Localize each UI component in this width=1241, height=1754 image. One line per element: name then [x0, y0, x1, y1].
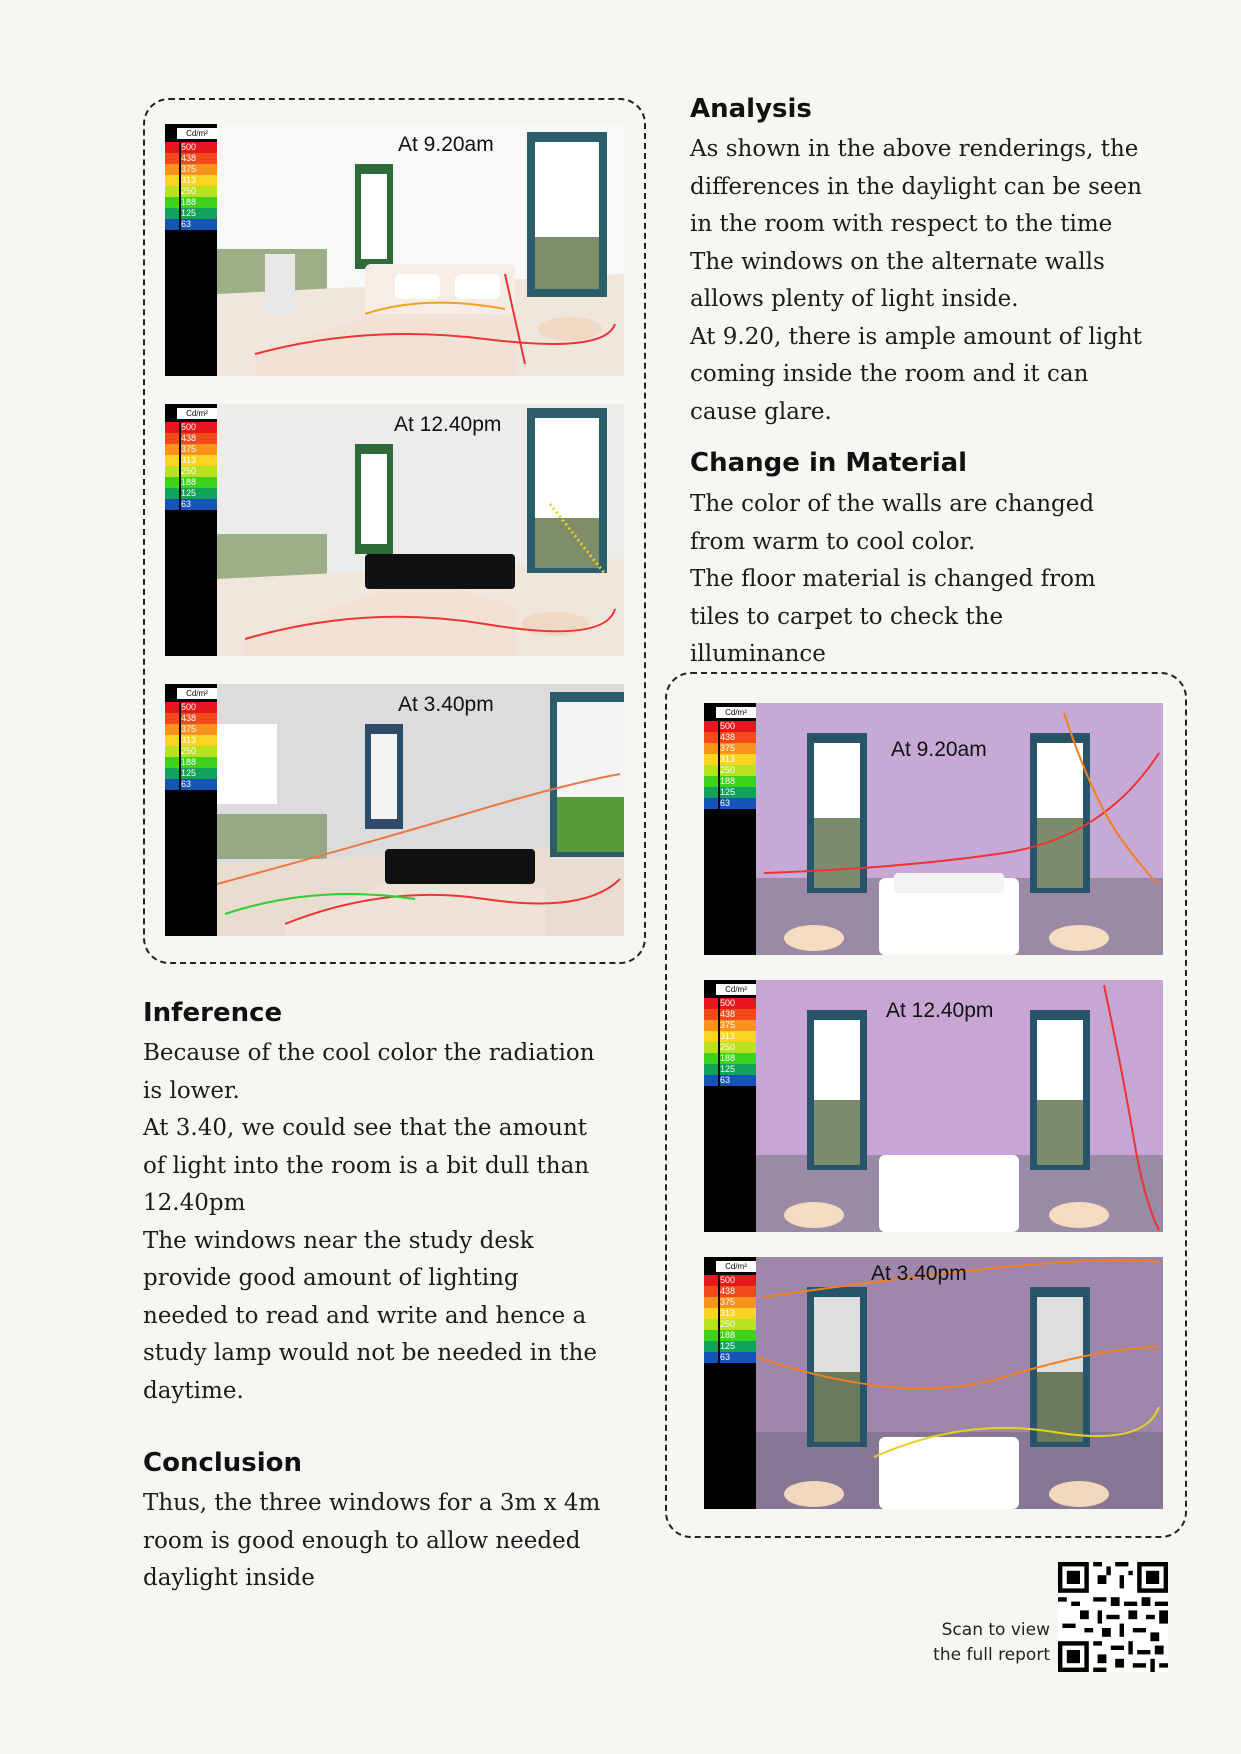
- legend-level: [704, 1308, 756, 1319]
- legend-level: [704, 1275, 756, 1286]
- legend-swatch: [704, 1009, 718, 1020]
- legend-swatch: [704, 721, 718, 732]
- legend-level: [165, 433, 217, 444]
- legend-swatch: [165, 444, 179, 455]
- legend-level: [165, 466, 217, 477]
- legend-value: 188: [181, 197, 217, 208]
- legend-value: 313: [181, 735, 217, 746]
- legend-swatch: [704, 1275, 718, 1286]
- luminance-legend: [704, 980, 756, 1232]
- legend-value: 250: [720, 1319, 756, 1330]
- text-line: cause glare.: [690, 398, 832, 425]
- legend-value: 375: [181, 444, 217, 455]
- legend-level: [165, 164, 217, 175]
- text-line: needed to read and write and hence a: [143, 1302, 587, 1329]
- legend-swatch: [165, 208, 179, 219]
- bedroom-render-image: [165, 124, 624, 376]
- luminance-legend: [165, 684, 217, 936]
- legend-swatch: [704, 1341, 718, 1352]
- render-cool-0920: [704, 703, 1163, 955]
- legend-value: 63: [181, 499, 217, 510]
- legend-value: 438: [720, 1009, 756, 1020]
- legend-level: [165, 153, 217, 164]
- legend-value: 250: [720, 765, 756, 776]
- legend-level: [165, 746, 217, 757]
- text-line: study lamp would not be needed in the: [143, 1340, 597, 1366]
- legend-value: 63: [181, 219, 217, 230]
- render-cool-0340: [704, 1257, 1163, 1509]
- legend-swatch: [165, 735, 179, 746]
- analysis-heading: Analysis: [690, 94, 812, 124]
- legend-swatch: [165, 702, 179, 713]
- legend-level: [704, 1286, 756, 1297]
- render-warm-1240: [165, 404, 624, 656]
- render-cool-1240: [704, 980, 1163, 1232]
- legend-value: 188: [720, 1330, 756, 1341]
- legend-level: [165, 422, 217, 433]
- legend-level: [165, 768, 217, 779]
- text-line: Thus, the three windows for a 3m x 4m: [143, 1490, 601, 1516]
- text-line: Because of the cool color the radiation: [143, 1040, 595, 1066]
- legend-level: [165, 477, 217, 488]
- legend-level: [165, 488, 217, 499]
- legend-swatch: [704, 1286, 718, 1297]
- legend-level: [165, 779, 217, 790]
- text-line: The windows on the alternate walls: [690, 248, 1105, 275]
- legend-swatch: [704, 776, 718, 787]
- legend-value: 125: [181, 488, 217, 499]
- legend-value: 63: [720, 1352, 756, 1363]
- text-line: daytime.: [143, 1377, 244, 1404]
- legend-swatch: [165, 724, 179, 735]
- legend-swatch: [165, 768, 179, 779]
- legend-value: 438: [181, 713, 217, 724]
- legend-value: 500: [720, 998, 756, 1009]
- legend-level: [704, 798, 756, 809]
- legend-swatch: [704, 998, 718, 1009]
- legend-swatch: [704, 1031, 718, 1042]
- text-line: At 9.20, there is ample amount of light: [690, 323, 1142, 350]
- inference-text: [143, 1035, 597, 1410]
- legend-level: [165, 713, 217, 724]
- legend-value: 125: [181, 208, 217, 219]
- qr-caption: [880, 1618, 1050, 1668]
- bedroom-render-image: [165, 404, 624, 656]
- legend-value: 375: [181, 724, 217, 735]
- legend-swatch: [704, 754, 718, 765]
- legend-level: [165, 455, 217, 466]
- legend-value: 63: [720, 1075, 756, 1086]
- text-line: illuminance: [690, 641, 826, 667]
- legend-value: 63: [720, 798, 756, 809]
- legend-value: 188: [181, 757, 217, 768]
- legend-unit: Cd/m²: [177, 688, 217, 699]
- legend-swatch: [165, 153, 179, 164]
- text-line: The floor material is changed from: [690, 566, 1096, 592]
- legend-level: [704, 1352, 756, 1363]
- render-time-label: At 9.20am: [891, 738, 987, 761]
- legend-swatch: [704, 1042, 718, 1053]
- legend-level: [704, 732, 756, 743]
- legend-level: [165, 142, 217, 153]
- legend-swatch: [704, 1020, 718, 1031]
- legend-level: [704, 998, 756, 1009]
- legend-unit: Cd/m²: [177, 408, 217, 419]
- legend-level: [704, 754, 756, 765]
- legend-swatch: [165, 757, 179, 768]
- change-material-text: [690, 486, 1096, 674]
- legend-swatch: [704, 798, 718, 809]
- legend-level: [704, 1075, 756, 1086]
- legend-swatch: [704, 1064, 718, 1075]
- legend-value: 500: [720, 1275, 756, 1286]
- text-line: provide good amount of lighting: [143, 1265, 519, 1291]
- legend-value: 375: [720, 1020, 756, 1031]
- legend-unit: Cd/m²: [716, 707, 756, 718]
- legend-swatch: [704, 765, 718, 776]
- legend-value: 438: [720, 1286, 756, 1297]
- legend-value: 313: [181, 455, 217, 466]
- legend-swatch: [704, 1330, 718, 1341]
- analysis-text: [690, 131, 1142, 431]
- legend-value: 500: [720, 721, 756, 732]
- legend-level: [165, 197, 217, 208]
- legend-level: [704, 721, 756, 732]
- legend-swatch: [704, 743, 718, 754]
- legend-level: [704, 1064, 756, 1075]
- legend-swatch: [165, 466, 179, 477]
- legend-value: 313: [720, 1031, 756, 1042]
- legend-swatch: [165, 219, 179, 230]
- bedroom-render-image: [704, 1257, 1163, 1509]
- text-line: The color of the walls are changed: [690, 491, 1095, 517]
- legend-level: [165, 735, 217, 746]
- qr-caption-line: Scan to view: [941, 1620, 1050, 1640]
- legend-value: 438: [181, 433, 217, 444]
- text-line: of light into the room is a bit dull than: [143, 1152, 590, 1179]
- render-time-label: At 9.20am: [398, 133, 494, 156]
- text-line: The windows near the study desk: [143, 1227, 534, 1254]
- legend-swatch: [165, 499, 179, 510]
- legend-value: 125: [181, 768, 217, 779]
- legend-value: 250: [720, 1042, 756, 1053]
- legend-value: 188: [181, 477, 217, 488]
- qr-caption-line: the full report: [933, 1645, 1050, 1665]
- legend-swatch: [165, 455, 179, 466]
- conclusion-heading: Conclusion: [143, 1448, 303, 1478]
- legend-value: 438: [720, 732, 756, 743]
- legend-level: [704, 743, 756, 754]
- legend-swatch: [704, 1308, 718, 1319]
- legend-value: 313: [181, 175, 217, 186]
- legend-level: [704, 1319, 756, 1330]
- legend-value: 375: [720, 1297, 756, 1308]
- legend-value: 313: [720, 1308, 756, 1319]
- legend-level: [165, 702, 217, 713]
- legend-swatch: [165, 779, 179, 790]
- legend-level: [704, 1031, 756, 1042]
- legend-value: 188: [720, 776, 756, 787]
- legend-swatch: [165, 433, 179, 444]
- legend-swatch: [165, 488, 179, 499]
- luminance-legend: [165, 404, 217, 656]
- legend-swatch: [165, 197, 179, 208]
- legend-level: [704, 1330, 756, 1341]
- legend-swatch: [165, 175, 179, 186]
- legend-swatch: [704, 787, 718, 798]
- legend-level: [704, 776, 756, 787]
- legend-swatch: [704, 1352, 718, 1363]
- legend-value: 500: [181, 422, 217, 433]
- legend-swatch: [704, 1053, 718, 1064]
- legend-value: 250: [181, 746, 217, 757]
- legend-value: 188: [720, 1053, 756, 1064]
- render-time-label: At 12.40pm: [886, 999, 994, 1022]
- legend-level: [704, 1009, 756, 1020]
- legend-unit: Cd/m²: [716, 1261, 756, 1272]
- render-time-label: At 3.40pm: [871, 1262, 967, 1285]
- legend-value: 125: [720, 787, 756, 798]
- legend-value: 63: [181, 779, 217, 790]
- legend-level: [165, 175, 217, 186]
- legend-level: [165, 724, 217, 735]
- render-time-label: At 3.40pm: [398, 693, 494, 716]
- luminance-legend: [165, 124, 217, 376]
- legend-level: [704, 1020, 756, 1031]
- legend-swatch: [704, 1297, 718, 1308]
- text-line: differences in the daylight can be seen: [690, 173, 1142, 200]
- inference-heading: Inference: [143, 998, 283, 1028]
- text-line: 12.40pm: [143, 1190, 246, 1216]
- change-material-heading: Change in Material: [690, 448, 968, 478]
- legend-level: [704, 1297, 756, 1308]
- text-line: allows plenty of light inside.: [690, 286, 1019, 312]
- legend-value: 125: [720, 1064, 756, 1075]
- text-line: coming inside the room and it can: [690, 361, 1089, 387]
- legend-swatch: [165, 746, 179, 757]
- text-line: in the room with respect to the time: [690, 211, 1113, 237]
- legend-swatch: [165, 477, 179, 488]
- render-warm-0340: [165, 684, 624, 936]
- legend-value: 250: [181, 466, 217, 477]
- legend-value: 438: [181, 153, 217, 164]
- legend-value: 500: [181, 702, 217, 713]
- legend-value: 313: [720, 754, 756, 765]
- conclusion-text: [143, 1485, 600, 1598]
- legend-level: [165, 219, 217, 230]
- legend-level: [704, 765, 756, 776]
- legend-level: [165, 499, 217, 510]
- legend-level: [165, 186, 217, 197]
- legend-unit: Cd/m²: [716, 984, 756, 995]
- legend-level: [704, 1042, 756, 1053]
- legend-value: 375: [720, 743, 756, 754]
- text-line: room is good enough to allow needed: [143, 1527, 581, 1554]
- legend-swatch: [165, 142, 179, 153]
- legend-level: [165, 208, 217, 219]
- text-line: from warm to cool color.: [690, 528, 976, 555]
- legend-value: 500: [181, 142, 217, 153]
- render-warm-0920: [165, 124, 624, 376]
- legend-swatch: [704, 1319, 718, 1330]
- legend-swatch: [165, 713, 179, 724]
- legend-level: [704, 1341, 756, 1352]
- legend-level: [704, 1053, 756, 1064]
- luminance-legend: [704, 1257, 756, 1509]
- legend-swatch: [704, 732, 718, 743]
- legend-level: [704, 787, 756, 798]
- legend-swatch: [165, 164, 179, 175]
- legend-value: 250: [181, 186, 217, 197]
- render-time-label: At 12.40pm: [394, 413, 502, 436]
- text-line: At 3.40, we could see that the amount: [143, 1115, 588, 1141]
- text-line: is lower.: [143, 1077, 240, 1104]
- text-line: As shown in the above renderings, the: [690, 136, 1139, 162]
- bedroom-render-image: [165, 684, 624, 936]
- qr-code[interactable]: [1058, 1562, 1168, 1672]
- text-line: daylight inside: [143, 1565, 315, 1591]
- text-line: tiles to carpet to check the: [690, 603, 1004, 630]
- legend-level: [165, 444, 217, 455]
- legend-swatch: [165, 422, 179, 433]
- legend-value: 375: [181, 164, 217, 175]
- luminance-legend: [704, 703, 756, 955]
- legend-unit: Cd/m²: [177, 128, 217, 139]
- legend-level: [165, 757, 217, 768]
- legend-value: 125: [720, 1341, 756, 1352]
- legend-swatch: [704, 1075, 718, 1086]
- legend-swatch: [165, 186, 179, 197]
